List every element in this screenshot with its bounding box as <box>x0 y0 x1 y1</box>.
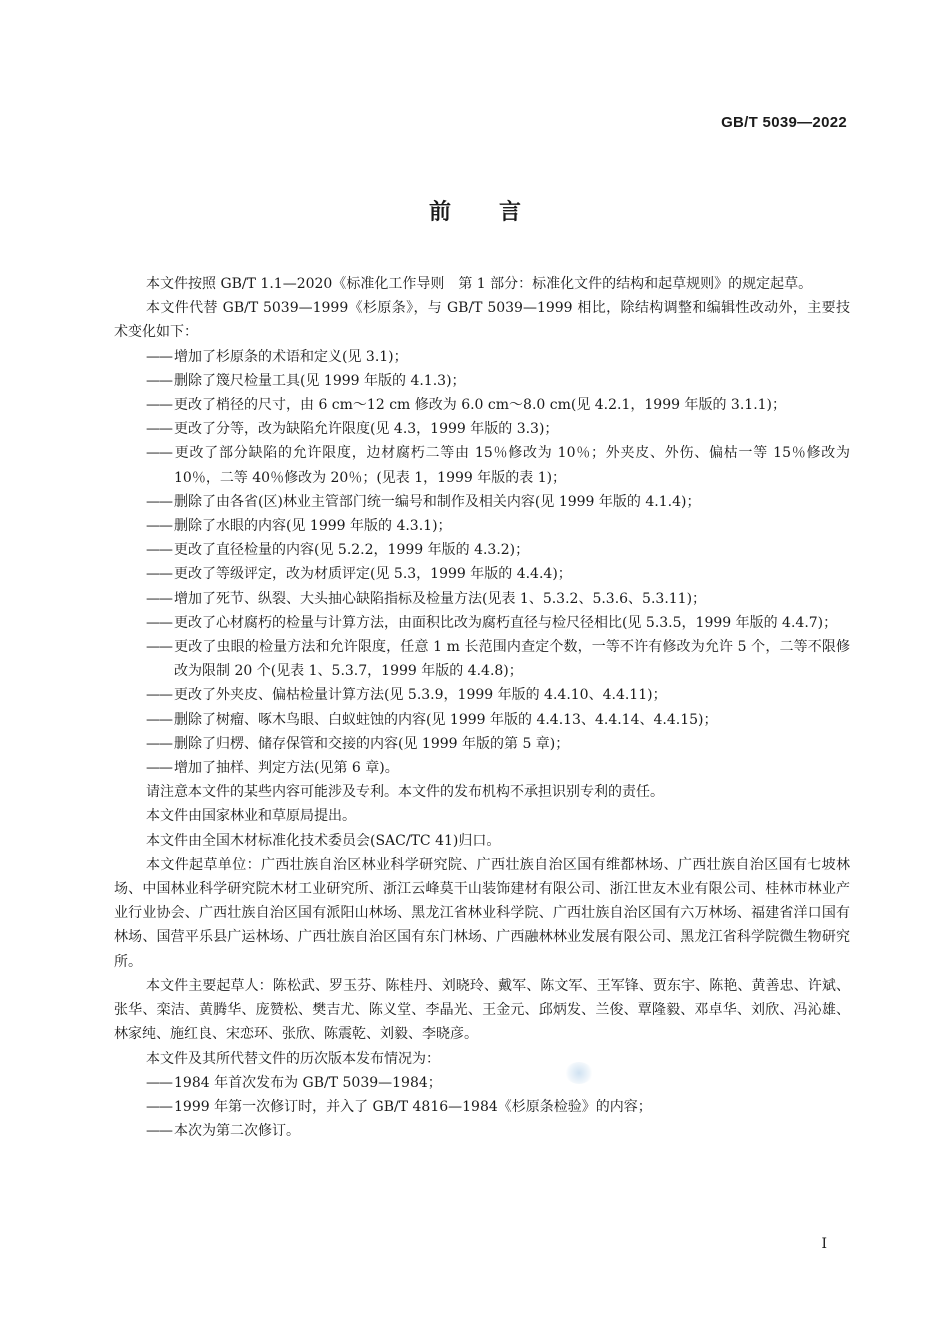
list-item: —— 更改了分等，改为缺陷允许限度(见 4.3，1999 年版的 3.3)； <box>114 417 850 441</box>
list-item: —— 增加了杉原条的术语和定义(见 3.1)； <box>114 345 850 369</box>
dash-marker: —— <box>146 445 172 462</box>
dash-marker: —— <box>146 1074 172 1091</box>
list-item: —— 更改了虫眼的检量方法和允许限度，任意 1 m 长范围内查定个数，一等不许有修改为允许 5 个，二等不限修改为限制 20 个(见表 1、5.3.7，1999 年版的 4.4.8)； <box>114 635 850 683</box>
dash-marker: —— <box>146 542 172 559</box>
list-item: —— 本次为第二次修订。 <box>114 1119 850 1143</box>
list-item: —— 1984 年首次发布为 GB/T 5039—1984； <box>114 1071 850 1095</box>
list-item: —— 删除了归楞、储存保管和交接的内容(见 1999 年版的第 5 章)； <box>114 732 850 756</box>
paragraph-proposer: 本文件由国家林业和草原局提出。 <box>146 808 356 825</box>
list-item: —— 更改了外夹皮、偏枯检量计算方法(见 5.3.9，1999 年版的 4.4.10、4.4.11)； <box>114 683 850 707</box>
paragraph-replacement: 本文件代替 GB/T 5039—1999《杉原条》，与 GB/T 5039—1999 相比，除结构调整和编辑性改动外，主要技术变化如下： <box>114 300 850 341</box>
foreword-body <box>114 272 850 1143</box>
history-list <box>114 1071 850 1144</box>
dash-marker: —— <box>146 1098 172 1115</box>
list-item: —— 增加了死节、纵裂、大头抽心缺陷指标及检量方法(见表 1、5.3.2、5.3.6、5.3.11)； <box>114 587 850 611</box>
dash-marker: —— <box>146 614 172 631</box>
dash-marker: —— <box>146 711 172 728</box>
dash-marker: —— <box>146 687 172 704</box>
list-item: —— 删除了水眼的内容(见 1999 年版的 4.3.1)； <box>114 514 850 538</box>
dash-marker: —— <box>146 348 172 365</box>
standard-code: GB/T 5039—2022 <box>721 114 847 131</box>
dash-marker: —— <box>146 493 172 510</box>
dash-marker: —— <box>146 639 172 656</box>
page-title: 前言 <box>428 200 569 225</box>
dash-marker: —— <box>146 372 172 389</box>
dash-marker: —— <box>146 590 172 607</box>
list-item: —— 更改了等级评定，改为材质评定(见 5.3，1999 年版的 4.4.4)； <box>114 562 850 586</box>
paragraph-history-intro: 本文件及其所代替文件的历次版本发布情况为： <box>146 1050 440 1067</box>
paragraph-drafters: 本文件主要起草人：陈松武、罗玉芬、陈桂丹、刘晓玲、戴军、陈文军、王军锋、贾东宇、陈艳、黄善忠、许斌、张华、栾洁、黄腾华、庞赞松、樊吉尤、陈义堂、李晶光、王金元、邱炳发、兰俊、覃隆毅、邓卓华、刘欣、冯沁雄、林家纯、施红良、宋恋环、张欣、陈震乾、刘毅、李晓彦。 <box>114 977 850 1043</box>
list-item: —— 删除了树瘤、啄木鸟眼、白蚁蛀蚀的内容(见 1999 年版的 4.4.13、4.4.14、4.4.15)； <box>114 708 850 732</box>
list-item: —— 删除了篾尺检量工具(见 1999 年版的 4.1.3)； <box>114 369 850 393</box>
paragraph-drafting-rules: 本文件按照 GB/T 1.1—2020《标准化工作导则 第 1 部分：标准化文件的结构和起草规则》的规定起草。 <box>146 276 813 292</box>
list-item: —— 更改了梢径的尺寸，由 6 cm～12 cm 修改为 6.0 cm～8.0 cm(见 4.2.1，1999 年版的 3.1.1)； <box>114 393 850 417</box>
dash-marker: —— <box>146 566 172 583</box>
dash-marker: —— <box>146 1123 172 1140</box>
changes-list <box>114 345 850 781</box>
page-number: I <box>821 1236 827 1252</box>
list-item: —— 更改了直径检量的内容(见 5.2.2，1999 年版的 4.3.2)； <box>114 538 850 562</box>
list-item: —— 增加了抽样、判定方法(见第 6 章)。 <box>114 756 850 780</box>
paragraph-committee: 本文件由全国木材标准化技术委员会(SAC/TC 41)归口。 <box>146 832 501 849</box>
dash-marker: —— <box>146 421 172 438</box>
list-item: —— 1999 年第一次修订时，并入了 GB/T 4816—1984《杉原条检验》的内容； <box>114 1095 850 1119</box>
paragraph-drafting-units: 本文件起草单位：广西壮族自治区林业科学研究院、广西壮族自治区国有维都林场、广西壮族自治区国有七坡林场、中国林业科学研究院木材工业研究所、浙江云峰莫干山装饰建材有限公司、浙江世友木业有限公司、桂林市林业产业行业协会、广西壮族自治区国有派阳山林场、黑龙江省林业科学院、广西壮族自治区国有六万林场、福建省洋口国有林场、国营平乐县广运林场、广西壮族自治区国有东门林场、广西融林林业发展有限公司、黑龙江省科学院微生物研究所。 <box>114 856 850 970</box>
list-item: —— 更改了部分缺陷的允许限度，边材腐朽二等由 15％修改为 10％；外夹皮、外伤、偏枯一等 15％修改为 10％，二等 40％修改为 20％；(见表 1，1999 年版的表 1)； <box>114 441 850 489</box>
dash-marker: —— <box>146 518 172 535</box>
dash-marker: —— <box>146 760 172 777</box>
list-item: —— 更改了心材腐朽的检量与计算方法，由面积比改为腐朽直径与检尺径相比(见 5.3.5，1999 年版的 4.4.7)； <box>114 611 850 635</box>
watermark-stamp <box>565 1062 593 1084</box>
dash-marker: —— <box>146 397 172 414</box>
paragraph-patent-notice: 请注意本文件的某些内容可能涉及专利。本文件的发布机构不承担识别专利的责任。 <box>146 784 664 801</box>
dash-marker: —— <box>146 735 172 752</box>
list-item: —— 删除了由各省(区)林业主管部门统一编号和制作及相关内容(见 1999 年版的 4.1.4)； <box>114 490 850 514</box>
